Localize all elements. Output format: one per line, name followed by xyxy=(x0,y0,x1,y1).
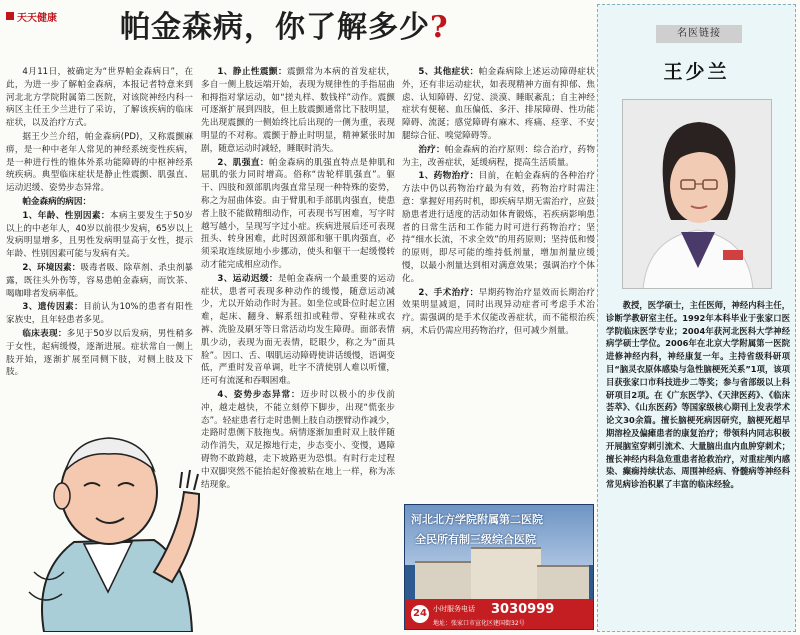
treatment-1-title: 1、药物治疗： xyxy=(418,171,479,182)
symptom-2-body: 帕金森病的肌强直特点是伸肌和屈肌的张力同时增高。俗称“齿轮样肌强直”。躯干、四肢和颈部肌肉强直常呈现一种特殊的姿势，称之为屈曲体姿。由于臂肌和手部肌肉强直，使患者上肢不能做精细动作，可表现书写困难，写字时越写越小，呈现写字过小症。疾病进展后还可表现扭头、转身困难，此时因颈部和躯干肌肉强直，必须采取连续原地小步挪动，使头和躯干一起缓慢转动才能完成相应动作。 xyxy=(201,157,395,270)
hospital-advertisement xyxy=(404,504,594,630)
symptom-3-title: 3、运动迟缓： xyxy=(217,273,278,284)
doctor-biography: 教授，医学硕士，主任医师，神经内科主任，诊断学教研室主任。1992年本科毕业于张家口医学院临床医学专业；2004年获河北医科大学神经病学硕士学位。2006年在北京大学附属第一医院进修神经内科，神经康复一年。主持省级科研项目“脑灵衣原体感染与急性脑梗死关系”1项，该项目获张家口市科技进步二等奖；参与省部级以上科研项目2项。在《广东医学》、《天津医药》、《临床荟萃》、《山东医药》等国家级核心期刊上发表学术论文30余篇。擅长脑梗死病因研究，脑梗死超早期溶栓及偏瘫患者的康复治疗；带领科内同志积极开展脑室穿刺引流术、大量脑出血内血肿穿刺术；擅长神经内科急危重患者抢救治疗，对重症颅内感染、癫痫持续状态、周围神经病、脊髓病等神经科常见病诊治积累了丰富的临床经验。 xyxy=(606,300,790,490)
cause-2 xyxy=(6,262,193,300)
doctor-profile-sidebar xyxy=(597,4,796,632)
cause-3 xyxy=(6,301,193,327)
cause-1-body: 本病主要发生于50岁以上的中老年人，40岁以前很少发病，65岁以上发病明显增多，且男性发病明显高于女性，提示年龄、性别因素可能与发病有关。 xyxy=(6,210,193,260)
treatment-body: 帕金森病的治疗原则：综合治疗，药物为主，改善症状，延缓病程，提高生活质量。 xyxy=(402,144,595,168)
symptom-4 xyxy=(201,389,395,491)
doctor-portrait-image xyxy=(623,100,772,289)
intro-paragraph-2: 据王少兰介绍，帕金森病(PD)，又称震颤麻痹，是一种中老年人常见的神经系统变性疾病，是一种进行性的锥体外系功能障碍的中枢神经系统疾病。典型临床症状是静止性震颤、肌强直、运动迟缓、姿势步态异常。 xyxy=(6,131,193,194)
symptom-5 xyxy=(402,66,595,143)
ad-hospital-type: 全民所有制三级综合医院 xyxy=(415,533,536,546)
ad-hospital-name: 河北北方学院附属第二医院 xyxy=(411,513,543,526)
clinical-title: 临床表现： xyxy=(22,328,67,339)
treatment-1 xyxy=(402,170,595,285)
ad-hotline-label: 小时服务电话 xyxy=(433,605,475,613)
headline-question-mark: ? xyxy=(430,10,449,45)
symptom-2 xyxy=(201,157,395,272)
cause-3-body: 目前认为10%的患者有阳性家族史，且年轻患者多见。 xyxy=(6,302,193,326)
cause-1-title: 1、年龄、性别因素： xyxy=(22,210,110,221)
treatment-2-title: 2、手术治疗： xyxy=(418,287,479,298)
treatment-2-body: 早期药物治疗显效而长期治疗效果明显减退，同时出现异动症者可考虑手术治疗。需强调的是手术仅能改善症状，而不能根治疾病，术后仍需应用药物治疗，但可减少剂量。 xyxy=(402,287,595,336)
symptom-4-title: 4、姿势步态异常： xyxy=(217,389,301,400)
hospital-building-center xyxy=(471,547,541,599)
symptom-2-title: 2、肌强直： xyxy=(217,157,269,168)
intro-paragraph-1: 4月11日，被确定为“世界帕金森病日”，在此，为进一步了解帕金森病，本报记者特意来到河北北方学院附属第二医院，对该院神经内科一病区主任王少兰进行了采访，了解该疾病的临床症状，以及治疗方式。 xyxy=(6,67,193,129)
article-column-2 xyxy=(201,66,395,632)
symptom-4-body: 迈步时以极小的步伐前冲，越走越快，不能立刻停下脚步，出现“慌张步态”。轻症患者行走时患侧上肢自动摆臂动作减少，走路时患侧下肢拖曳。病情逐渐加重时双上肢伴随动作消失，双足擦地行走，步态变小、变慢，遇障碍物不敢跨越，走下坡路更为恐惧。有时行走过程中双脚突然不能抬起好像被粘在地上一样，称为冻结现象。 xyxy=(201,389,395,490)
article-column-1 xyxy=(6,66,193,456)
cause-3-title: 3、遗传因素： xyxy=(22,302,84,313)
cause-2-title: 2、环境因素： xyxy=(22,262,81,273)
symptom-1-body: 震颤常为本病的首发症状，多自一侧上肢远端开始，表现为规律性的手指屈曲和拇指对掌运动，如“搓丸样、数钱样”动作。震颤可逐渐扩展到四肢，但上肢震颤通常比下肢明显，先出现震颤的一侧始终比后出现的一侧为重，表现明显的不对称。震颤于静止时明显，精神紧张时加剧，随意运动时减轻，睡眠时消失。 xyxy=(201,67,395,154)
doctor-portrait xyxy=(622,99,772,289)
red-square-icon xyxy=(6,12,14,20)
symptom-1 xyxy=(201,66,395,156)
ad-hotline-number: 3030999 xyxy=(491,602,555,617)
clinical-body: 多见于50岁以后发病，男性稍多于女性，起病缓慢，逐渐进展。症状常自一侧上肢开始，逐渐扩展至同侧下肢，对侧上肢及下肢。 xyxy=(6,328,193,378)
symptom-3-body: 是帕金森病一个最重要的运动症状，患者可表现多种动作的缓慢，随意运动减少，尤以开始动作时为甚。如坐位或卧位时起立困难，起床、翻身、解系纽扣或鞋带、穿鞋袜或衣裤、洗脸及刷牙等日常活动均发生障碍。面部表情肌少动，表现为面无表情，眨眼少，称之为“面具脸”。因口、舌、咽肌运动障碍使讲话缓慢，语调变低，严重时发音单调，吐字不清使别人难以听懂，还可有流涎和吞咽困难。 xyxy=(201,273,395,387)
treatment-2 xyxy=(402,287,595,338)
sidebar-tag: 名医链接 xyxy=(656,25,742,43)
ad-address: 地址：张家口市宣化区建国街32号 xyxy=(433,620,525,627)
ad-24h-badge: 24 xyxy=(411,605,429,623)
clinical-paragraph xyxy=(6,328,193,379)
article-column-3 xyxy=(402,66,595,506)
treatment-paragraph xyxy=(402,144,595,170)
treatment-title: 治疗： xyxy=(418,144,445,155)
hospital-building-left xyxy=(415,561,475,599)
symptom-5-body: 帕金森病除上述运动障碍症状外，还有非运动症状，如表现精神方面有抑郁、焦虑、认知障碍、幻觉、淡漠、睡眠紊乱；自主神经症状有便秘、血压偏低、多汗、排尿障碍、性功能障碍、流涎；感觉障碍有麻木、疼痛、痉挛、不安腿综合征、嗅觉障碍等。 xyxy=(402,67,595,141)
cause-heading: 帕金森病的病因： xyxy=(22,196,92,207)
column-tag xyxy=(6,8,57,24)
treatment-1-body: 目前，在帕金森病的各种治疗方法中仍以药物治疗最为有效，药物治疗时需注意：掌握好用药时机，即疾病早期无需治疗，应鼓励患者进行适度的活动如体育锻炼，若疾病影响患者的日常生活和工作能力时可进行药物治疗；坚持“细水长流，不求全效”的用药原则；坚持低和慢的原则，即尽可能的维持低剂量，增加剂量应缓慢，以最小剂量达到相对满意效果；强调治疗个体化。 xyxy=(402,171,595,284)
symptom-5-title: 5、其他症状： xyxy=(418,67,479,77)
symptom-3 xyxy=(201,273,395,388)
cause-1 xyxy=(6,210,193,261)
hospital-building-right xyxy=(537,565,589,599)
cause-2-body: 吸毒者吸、除草剂、杀虫剂暴露，既往头外伤等，容易患帕金森病，而饮茶、喝咖啡者发病率低。 xyxy=(6,262,193,299)
elderly-man-illustration xyxy=(4,422,202,632)
symptom-1-title: 1、静止性震颤： xyxy=(217,67,287,77)
column-tag-label: 天天健康 xyxy=(17,12,57,24)
doctor-name: 王少兰 xyxy=(663,61,730,83)
headline-text: 帕金森病，你了解多少 xyxy=(120,10,430,45)
headline xyxy=(120,2,560,46)
